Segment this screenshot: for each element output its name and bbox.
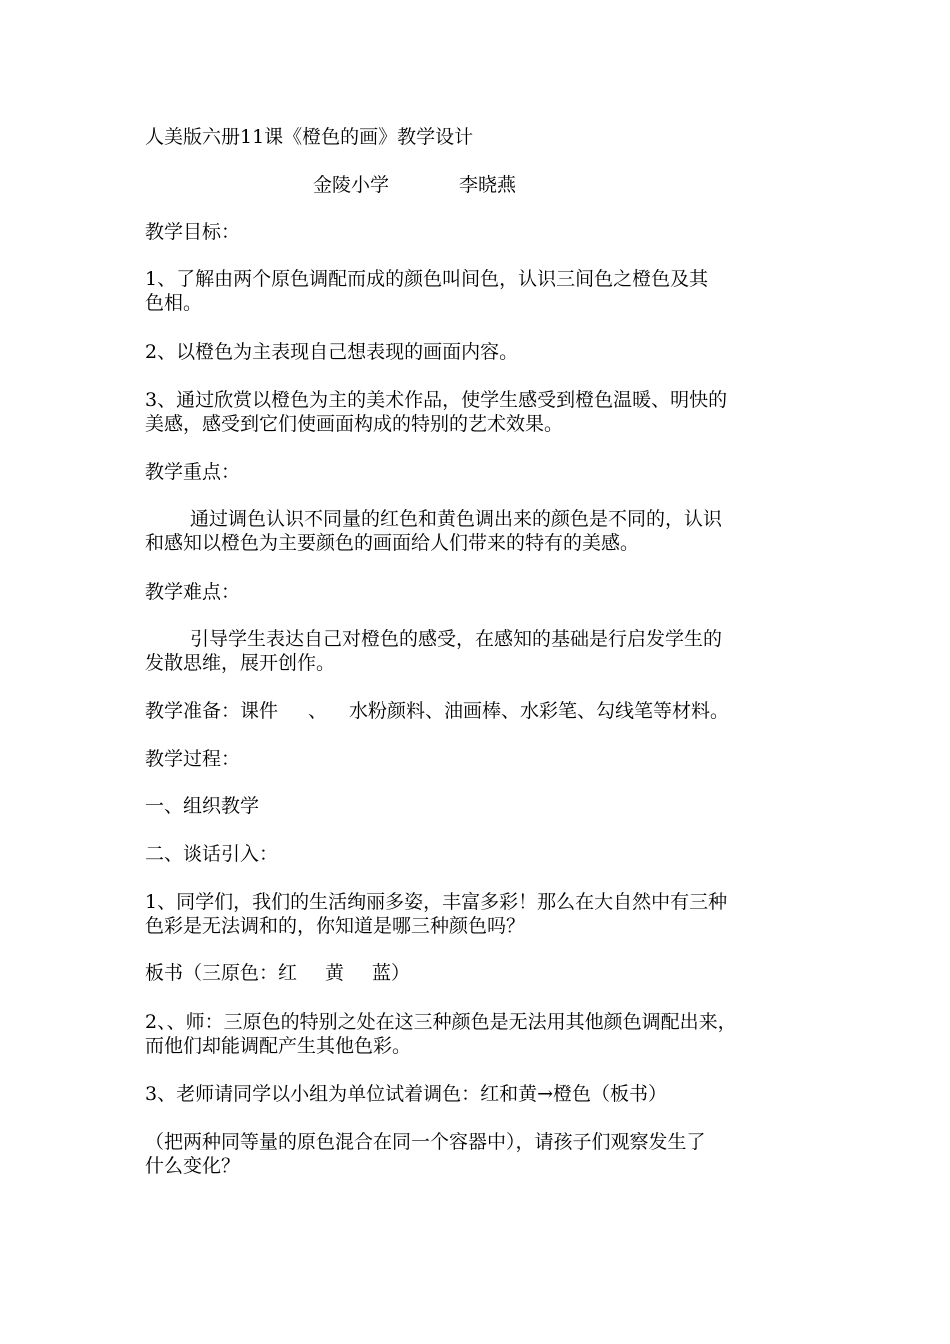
preparation-items: 水粉颜料、油画棒、水彩笔、勾线笔等材料。 bbox=[349, 700, 730, 722]
board-note-yellow: 黄 bbox=[325, 962, 345, 984]
paragraph-2-line-2: 而他们却能调配产生其他色彩。 bbox=[145, 1035, 412, 1057]
paragraph-1-line-1: 1、同学们，我们的生活绚丽多姿，丰富多彩！那么在大自然中有三种 bbox=[145, 891, 728, 913]
paragraph-1-line-2: 色彩是无法调和的，你知道是哪三种颜色吗？ bbox=[145, 915, 526, 937]
board-note-blue: 蓝） bbox=[372, 962, 411, 984]
difficulty-line-1: 引导学生表达自己对橙色的感受，在感知的基础是行启发学生的 bbox=[190, 628, 723, 650]
author-line bbox=[313, 173, 516, 197]
paragraph-4-line-1: （把两种同等量的原色混合在同一个容器中），请孩子们观察发生了 bbox=[145, 1131, 706, 1153]
key-points-line-1: 通过调色认识不同量的红色和黄色调出来的颜色是不同的，认识 bbox=[190, 508, 723, 530]
goal-1-line-2: 色相。 bbox=[145, 292, 203, 314]
preparation-label: 教学准备：课件 bbox=[145, 700, 279, 722]
goal-1-line-1: 1、了解由两个原色调配而成的颜色叫间色，认识三间色之橙色及其 bbox=[145, 268, 709, 290]
goal-3-line-1: 3、通过欣赏以橙色为主的美术作品，使学生感受到橙色温暖、明快的 bbox=[145, 389, 728, 411]
paragraph-2-line-1: 2、、师：三原色的特别之处在这三种颜色是无法用其他颜色调配出来， bbox=[145, 1011, 737, 1033]
process-heading: 教学过程： bbox=[145, 748, 241, 770]
preparation-separator: 、 bbox=[308, 700, 328, 722]
school-name: 金陵小学 bbox=[313, 174, 390, 196]
goal-3-line-2: 美感，感受到它们使画面构成的特别的艺术效果。 bbox=[145, 413, 564, 435]
paragraph-3: 3、老师请同学以小组为单位试着调色：红和黄→橙色（板书） bbox=[145, 1083, 668, 1105]
author-name: 李晓燕 bbox=[459, 174, 517, 196]
goals-heading: 教学目标： bbox=[145, 221, 241, 243]
difficulty-heading: 教学难点： bbox=[145, 581, 241, 603]
board-note-prefix: 板书（三原色：红 bbox=[145, 962, 298, 984]
difficulty-line-2: 发散思维，展开创作。 bbox=[145, 652, 336, 674]
step-2: 二、谈话引入： bbox=[145, 843, 279, 865]
key-points-heading: 教学重点： bbox=[145, 461, 241, 483]
board-note-line bbox=[145, 961, 410, 985]
paragraph-4-line-2: 什么变化？ bbox=[145, 1155, 241, 1177]
document-title: 人美版六册11课《橙色的画》教学设计 bbox=[145, 126, 474, 148]
key-points-line-2: 和感知以橙色为主要颜色的画面给人们带来的特有的美感。 bbox=[145, 532, 640, 554]
goal-2: 2、以橙色为主表现自己想表现的画面内容。 bbox=[145, 341, 519, 363]
step-1: 一、组织教学 bbox=[145, 795, 260, 817]
preparation-line bbox=[145, 699, 729, 723]
